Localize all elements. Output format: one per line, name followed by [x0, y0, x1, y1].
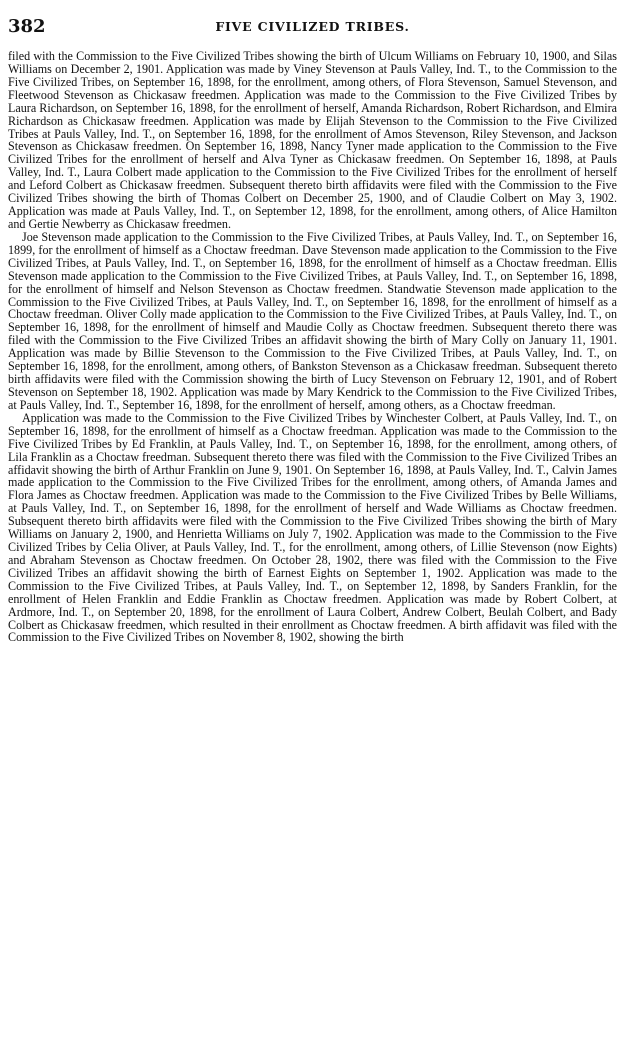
body-text — [8, 50, 617, 644]
paragraph-3: Application was made to the Commission to the Five Civilized Tribes by Winchester Colbert, at Pauls Valley, Ind. T., on September 16, 1898, for the enrollment of himself as a Choctaw freedman. Application was made to the Commission to the Five Civilized Tribes by Ed Franklin, at Pauls Valley, Ind. T., on September 16, 1898, for the enrollment, among others, of Lila Franklin as a Choctaw freedman. Subsequent thereto there was filed with the Commission to the Five Civilized Tribes an affidavit showing the birth of Arthur Franklin on June 9, 1901. On September 16, 1898, at Pauls Valley, Ind. T., Calvin James made application to the Commission to the Five Civilized Tribes for the enrollment, among others, of Amanda James and Flora James as Choctaw freedmen. Application was made to the Commission to the Five Civilized Tribes by Belle Williams, at Pauls Valley, Ind. T., on September 16, 1898, for the enrollment of herself and Wade Williams as Choctaw freedmen. Subsequent thereto birth affidavits were filed with the Commission to the Five Civilized Tribes showing the birth of Mary Williams on January 2, 1900, and Henrietta Williams on July 7, 1902. Application was made to the Commission to the Five Civilized Tribes by Celia Oliver, at Pauls Valley, Ind. T., for the enrollment, among others, of Lillie Stevenson (now Eights) and Abraham Stevenson as Choctaw freedmen. On October 28, 1902, there was filed with the Commission to the Five Civilized Tribes an affidavit showing the birth of Earnest Eights on September 1, 1902. Application was made to the Commission to the Five Civilized Tribes, at Pauls Valley, Ind. T., on September 12, 1898, by Sanders Franklin, for the enrollment of Helen Franklin and Eddie Franklin as Choctaw freedmen. Application was made by Robert Colbert, at Ardmore, Ind. T., on September 20, 1898, for the enrollment of Laura Colbert, Andrew Colbert, Beulah Colbert, and Bady Colbert as Chickasaw freedmen, which resulted in their enrollment as Choctaw freedmen. A birth affidavit was filed with the Commission to the Five Civilized Tribes on November 8, 1902, showing the birth — [8, 410, 617, 645]
running-head: FIVE CIVILIZED TRIBES. — [215, 19, 410, 34]
paragraph-2: Joe Stevenson made application to the Commission to the Five Civilized Tribes, at Pauls Valley, Ind. T., on September 16, 1899, for the enrollment of himself as a Choctaw freedman. Dave Stevenson made application to the Commission to the Five Civilized Tribes, at Pauls Valley, Ind. T., on September 16, 1898, for the enrollment of himself as a Choctaw freedman. Ellis Stevenson made application to the Commission to the Five Civilized Tribes, at Pauls Valley, Ind. T., on September 16, 1898, for the enrollment of himself and Nelson Stevenson as Choctaw freedmen. Standwatie Stevenson made application to the Commission to the Five Civilized Tribes, at Pauls Valley, Ind. T., on September 16, 1898, for the enrollment of himself as a Choctaw freedman. Oliver Colly made application to the Commission to the Five Civilized Tribes, at Pauls Valley, Ind. T., on September 16, 1898, for the enrollment of himself and Maudie Colly as Choctaw freedmen. Subsequent thereto there was filed with the Commission to the Five Civilized Tribes an affidavit showing the birth of Mary Colly on January 11, 1901. Application was made by Billie Stevenson to the Commission to the Five Civilized Tribes, at Pauls Valley, Ind. T., on September 16, 1898, for the enrollment, among others, of Bankston Stevenson as a Chickasaw freedman. Subsequent thereto birth affidavits were filed with the Commission showing the birth of Lucy Stevenson on February 12, 1901, and of Robert Stevenson on September 18, 1902. Application was made by Mary Kendrick to the Commission to the Five Civilized Tribes, at Pauls Valley, Ind. T., September 16, 1898, for the enrollment of herself, among others, as a Choctaw freedman. — [8, 229, 617, 412]
paragraph-1: filed with the Commission to the Five Civilized Tribes showing the birth of Ulcum Williams on February 10, 1900, and Silas Williams on December 2, 1901. Application was made by Viney Stevenson at Pauls Valley, Ind. T., to the Commission to the Five Civilized Tribes, on September 16, 1898, for the enrollment, among others, of Flora Stevenson, Samuel Stevenson, and Fleetwood Stevenson as Chickasaw freedmen. Application was made to the Commission to the Five Civilized Tribes by Laura Richardson, on September 16, 1898, for the enrollment of herself, Amanda Richardson, Robert Richardson, and Elmira Richardson as Chickasaw freedmen. Application was made by Elijah Stevenson to the Commission to the Five Civilized Tribes at Pauls Valley, Ind. T., on September 16, 1898, for the enrollment of Amos Stevenson, Riley Stevenson, and Jackson Stevenson as Chickasaw freedmen. On September 16, 1898, Nancy Tyner made application to the Commission to the Five Civilized Tribes for the enrollment of herself and Alva Tyner as Chickasaw freedmen. On September 16, 1898, at Pauls Valley, Ind. T., Laura Colbert made application to the Commission to the Five Civilized Tribes for the enrollment of herself and Leford Colbert as Chickasaw freedmen. Subsequent thereto birth affidavits were filed with the Commission to the Five Civilized Tribes showing the birth of Thomas Colbert on December 25, 1900, and of Claudie Colbert on May 3, 1902. Application was made at Pauls Valley, Ind. T., on September 12, 1898, for the enrollment, among others, of Alice Hamilton and Gertie Newberry as Chickasaw freedmen. — [8, 49, 617, 231]
page-number: 382 — [8, 16, 46, 37]
page-header — [8, 16, 617, 46]
